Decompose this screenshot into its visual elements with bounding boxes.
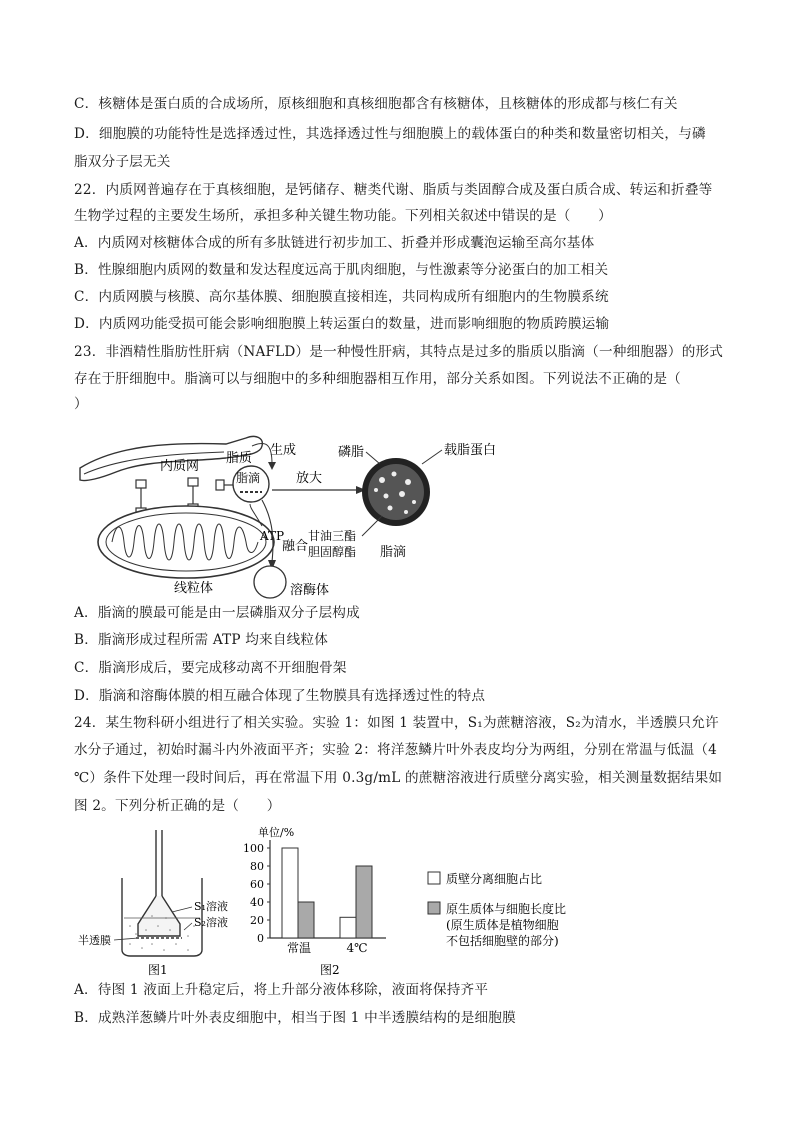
phospholipid-pointer bbox=[366, 452, 380, 464]
generate-arrowhead bbox=[268, 462, 276, 470]
y-axis-label: 单位/% bbox=[258, 826, 295, 839]
mito-label: 线粒体 bbox=[174, 581, 214, 596]
er-label: 内质网 bbox=[160, 459, 200, 474]
bar-protoplast-ratio bbox=[298, 902, 314, 938]
phospholipid-label: 磷脂 bbox=[338, 445, 365, 460]
osmometer-figure bbox=[78, 830, 228, 977]
q23-option-c: C．脂滴形成后，要完成移动离不开细胞骨架 bbox=[74, 660, 347, 676]
legend-label-1: 质壁分离细胞占比 bbox=[446, 872, 543, 886]
q23-stem-cont: 存在于肝细胞中。脂滴可以与细胞中的多种细胞器相互作用，部分关系如图。下列说法不正确的是（ bbox=[74, 371, 681, 387]
big-droplet-core bbox=[368, 464, 424, 520]
bar-protoplast-ratio bbox=[356, 866, 372, 938]
q22-stem: 22．内质网普遍存在于真核细胞，是钙储存、糖类代谢、脂质与类固醇合成及蛋白质合成、转运和折叠等 bbox=[74, 182, 713, 198]
q24-stem-cont-3: 图 2。下列分析正确的是（ ） bbox=[74, 798, 281, 814]
membrane-label: 半透膜 bbox=[78, 934, 111, 947]
lipid-label: 脂质 bbox=[226, 451, 253, 466]
lysosome-label: 溶酶体 bbox=[290, 583, 330, 598]
q21-option-c: C．核糖体是蛋白质的合成场所，原核细胞和真核细胞都含有核糖体，且核糖体的形成都与核仁有关 bbox=[74, 96, 678, 112]
y-tick-label: 20 bbox=[250, 914, 264, 927]
legend-note-2: 不包括细胞壁的部分) bbox=[446, 934, 559, 948]
y-tick-label: 0 bbox=[257, 932, 264, 945]
legend-swatch-2 bbox=[428, 902, 440, 914]
tg-label: 甘油三酯 bbox=[308, 529, 357, 543]
q24-stem-cont-2: ℃）条件下处理一段时间后，再在常温下用 0.3g/mL 的蔗糖溶液进行质壁分离实验，相关测量数据结果如 bbox=[74, 770, 723, 786]
fig2-caption: 图2 bbox=[320, 963, 340, 977]
q24-stem: 24．某生物科研小组进行了相关实验。实验 1：如图 1 装置中，S₁为蔗糖溶液，S₂为清水，半透膜只允许 bbox=[74, 715, 719, 731]
atp-label: ATP bbox=[260, 529, 285, 543]
y-tick-label: 60 bbox=[250, 878, 264, 891]
generate-label: 生成 bbox=[270, 443, 297, 458]
tg-pointer bbox=[362, 516, 382, 536]
q23-stem: 23．非酒精性脂肪性肝病（NAFLD）是一种慢性肝病，其特点是过多的脂质以脂滴（一种细胞器）的形式 bbox=[74, 344, 724, 360]
q23-option-a: A．脂滴的膜最可能是由一层磷脂双分子层构成 bbox=[74, 605, 360, 621]
chart-legend bbox=[428, 871, 566, 948]
q23-stem-paren: ） bbox=[74, 396, 88, 412]
q21-option-d: D．细胞膜的功能特性是选择透过性，其选择透过性与细胞膜上的载体蛋白的种类和数量密切相关，与磷 bbox=[74, 126, 706, 142]
legend-note-1: (原生质体是植物细胞 bbox=[446, 918, 559, 932]
q22-option-c: C．内质网膜与核膜、高尔基体膜、细胞膜直接相连，共同构成所有细胞内的生物膜系统 bbox=[74, 289, 609, 305]
bar-chart bbox=[243, 826, 386, 977]
apolipoprotein-label: 载脂蛋白 bbox=[444, 443, 497, 458]
big-droplet-label: 脂滴 bbox=[380, 545, 407, 560]
x-tick-label: 4℃ bbox=[346, 941, 368, 955]
q22-option-d: D．内质网功能受损可能会影响细胞膜上转运蛋白的数量，进而影响细胞的物质跨膜运输 bbox=[74, 316, 610, 332]
y-tick-label: 40 bbox=[250, 896, 264, 909]
y-tick-label: 80 bbox=[250, 860, 264, 873]
q24-option-a: A．待图 1 液面上升稳定后，将上升部分液体移除，液面将保持齐平 bbox=[74, 982, 489, 998]
y-tick-label: 100 bbox=[243, 842, 264, 855]
funnel-shape bbox=[138, 896, 180, 936]
q21-option-d-cont: 脂双分子层无关 bbox=[74, 154, 171, 170]
small-droplet-label: 脂滴 bbox=[236, 471, 261, 485]
legend-label-2: 原生质体与细胞长度比 bbox=[446, 902, 567, 916]
apolipoprotein-pointer bbox=[422, 450, 442, 464]
q23-option-b: B．脂滴形成过程所需 ATP 均来自线粒体 bbox=[74, 632, 329, 648]
q24-option-b: B．成熟洋葱鳞片叶外表皮细胞中，相当于图 1 中半透膜结构的是细胞膜 bbox=[74, 1010, 516, 1026]
q24-stem-cont-1: 水分子通过，初始时漏斗内外液面平齐；实验 2：将洋葱鳞片叶外表皮均分为两组，分别在常温与低温（4 bbox=[74, 742, 717, 758]
q22-stem-cont: 生物学过程的主要发生场所，承担多种关键生物功能。下列相关叙述中错误的是（ ） bbox=[74, 208, 612, 224]
bar-plasmolysis-ratio bbox=[340, 917, 356, 938]
fusion-label: 融合 bbox=[282, 539, 309, 554]
enlarge-label: 放大 bbox=[296, 471, 323, 486]
legend-swatch-1 bbox=[428, 872, 440, 884]
q23-option-d: D．脂滴和溶酶体膜的相互融合体现了生物膜具有选择透过性的特点 bbox=[74, 688, 486, 704]
s2-label: S₂溶液 bbox=[194, 916, 228, 929]
lysosome-shape bbox=[254, 566, 286, 598]
s1-label: S₁溶液 bbox=[194, 900, 228, 913]
x-tick-label: 常温 bbox=[286, 941, 312, 955]
q24-figures bbox=[76, 826, 586, 978]
cholesterol-ester-label: 胆固醇酯 bbox=[308, 545, 357, 559]
q22-option-a: A．内质网对核糖体合成的所有多肽链进行初步加工、折叠并形成囊泡运输至高尔基体 bbox=[74, 235, 595, 251]
bar-plasmolysis-ratio bbox=[282, 848, 298, 938]
fig1-caption: 图1 bbox=[148, 963, 168, 977]
q23-lipid-droplet-diagram bbox=[76, 432, 516, 604]
q22-option-b: B．性腺细胞内质网的数量和发达程度远高于肌肉细胞，与性激素等分泌蛋白的加工相关 bbox=[74, 262, 609, 278]
